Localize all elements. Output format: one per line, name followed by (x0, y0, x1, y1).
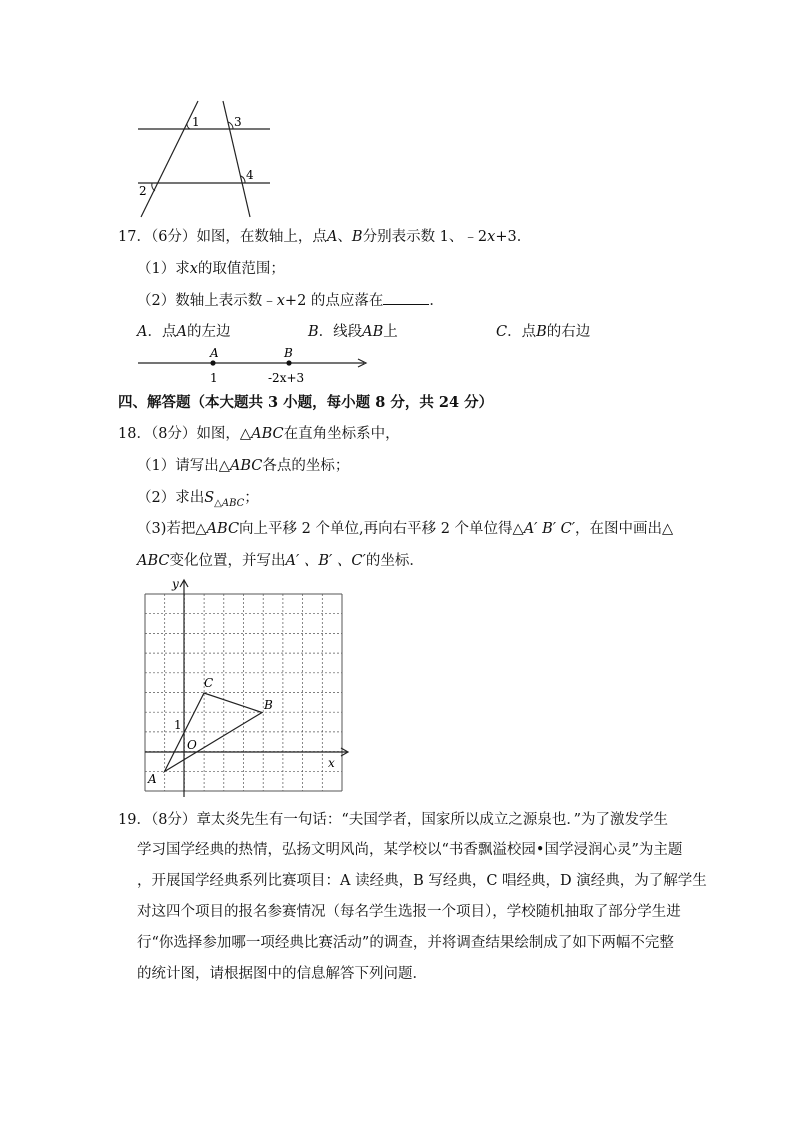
q17-stem-d: +3． (495, 229, 532, 245)
q18-stem-a: 如图，△ (196, 426, 252, 442)
number-line-label-b: B (284, 346, 293, 360)
q19-score: （8分） (150, 812, 197, 828)
q18-stem (118, 424, 400, 444)
q17-option-c-pt: B (536, 324, 547, 340)
angle-4-label: 4 (246, 168, 254, 182)
number-line-point-a (210, 360, 215, 365)
number-line-value-a: 1 (210, 371, 218, 385)
q19-line-1 (118, 810, 668, 830)
q17-option-c-a: ．点 (507, 324, 537, 340)
q19-line-6: 的统计图，请根据图中的信息解答下列问题． (137, 966, 427, 982)
angle-3-label: 3 (234, 115, 242, 129)
number-line (130, 342, 375, 387)
q17-stem-a: 如图，在数轴上，点 (196, 229, 327, 245)
q18-part1-a: （1）请写出△ (137, 458, 230, 474)
q17-option-a (137, 322, 230, 342)
vertex-b-label: B (264, 698, 273, 712)
q18-part3-line2-abc: ABC (137, 553, 170, 569)
q17-var-x: x (487, 229, 496, 245)
number-line-point-b (286, 360, 291, 365)
angle-1-label: 1 (192, 115, 200, 129)
q19-line-3: ，开展国学经典系列比赛项目：A 读经典，B 写经典，C 唱经典，D 演经典，为了解学生 (137, 873, 707, 889)
section-4-title: 四、解答题（本大题共 3 小题，每小题 8 分，共 24 分） (118, 394, 494, 411)
q17-option-a-b: 的左边 (186, 324, 231, 340)
q17-option-b (308, 322, 398, 342)
q18-number: 18． (118, 426, 151, 442)
q18-part2-a: （2）求出 (137, 490, 205, 506)
q18-part3-abc: ABC (206, 521, 240, 537)
q17-point-a: A (326, 229, 338, 245)
q17-answer-blank[interactable] (383, 290, 429, 305)
q17-option-b-b: 上 (383, 324, 398, 340)
number-line-value-b: -2x+3 (268, 371, 305, 385)
q18-part2-b: ； (244, 490, 259, 506)
q17-stem-c: 分别表示数 1、﹣2 (362, 229, 488, 245)
q18-part3-c: ，在图中画出△ (575, 521, 674, 537)
q17-option-b-a: ．线段 (318, 324, 363, 340)
q17-option-a-pt: A (176, 324, 187, 340)
q19-number: 19． (118, 812, 151, 828)
q17-part2-x: x (276, 293, 285, 309)
vertex-a-label: A (148, 772, 157, 786)
q19-line-4: 对这四个项目的报名参赛情况（每名学生选报一个项目），学校随机抽取了部分学生进 (137, 904, 681, 920)
q17-part1-b: 的取值范围； (197, 261, 285, 277)
origin-label: O (187, 738, 197, 752)
q18-part1 (137, 456, 349, 476)
q17-option-c (496, 322, 590, 342)
q17-number: 17． (118, 229, 151, 245)
q18-part1-abc: ABC (229, 458, 263, 474)
q19-line-5: 行“你选择参加哪一项经典比赛活动”的调查，并将调查结果绘制成了如下两幅不完整 (137, 935, 674, 951)
q18-part3-prime: A′ B′ C′ (523, 521, 576, 537)
q19-line-2: 学习国学经典的热情，弘扬文明风尚，某学校以“书香飘溢校园•国学浸润心灵”为主题 (137, 842, 683, 858)
y-axis-label: y (172, 577, 179, 591)
q17-part1-a: （1）求 (137, 261, 190, 277)
unit-label: 1 (174, 718, 182, 732)
q17-score: （6分） (150, 229, 197, 245)
transversal-left (141, 101, 198, 217)
q17-option-b-label: B (308, 324, 319, 340)
q17-option-a-label: A (137, 324, 148, 340)
vertex-c-label: C (204, 676, 214, 690)
q17-point-b: B (351, 229, 363, 245)
angle-1-arc (187, 123, 190, 129)
coordinate-grid (140, 575, 355, 800)
q18-score: （8分） (150, 426, 197, 442)
q17-stem (118, 227, 531, 247)
number-line-label-a: A (210, 346, 219, 360)
q17-part2-end: ． (429, 293, 444, 309)
q17-part2-b: +2 的点应落在 (284, 293, 384, 309)
q18-part3 (137, 519, 673, 539)
q17-option-c-b: 的右边 (546, 324, 591, 340)
q17-option-b-seg: AB (362, 324, 384, 340)
q17-option-a-a: ．点 (147, 324, 177, 340)
q17-stem-b: 、 (337, 229, 352, 245)
q18-part2-s: S (204, 490, 215, 506)
q18-part3-b: 向上平移 2 个单位,再向右平移 2 个单位得△ (239, 521, 524, 537)
q17-option-c-label: C (496, 324, 508, 340)
q18-part2-sub: △ABC (214, 497, 245, 509)
q18-abc: ABC (251, 426, 284, 442)
q18-stem-b: 在直角坐标系中， (283, 426, 400, 442)
q17-part2-a: （2）数轴上表示数﹣ (137, 293, 277, 309)
angle-2-label: 2 (139, 184, 147, 198)
grid-lines (145, 594, 342, 791)
q17-part2 (137, 290, 444, 311)
q19-text-1: 章太炎先生有一句话：“夫国学者，国家所以成立之源泉也．”为了激发学生 (196, 812, 669, 828)
q17-part1 (137, 259, 285, 279)
q18-part3-line2-primes: A′ 、B′ 、C′ (285, 553, 366, 569)
q18-part3-line2-b: 的坐标． (365, 553, 424, 569)
x-axis-label: x (328, 756, 335, 770)
q18-part2 (137, 488, 259, 514)
q18-part1-b: 各点的坐标； (262, 458, 350, 474)
triangle-abc (165, 693, 263, 772)
parallel-lines-figure (130, 95, 280, 220)
q18-part3-line2-a: 变化位置，并写出 (169, 553, 286, 569)
q18-part3-a: （3)若把△ (137, 521, 207, 537)
q17-part1-x: x (189, 261, 198, 277)
q18-part3-line2 (137, 551, 424, 571)
